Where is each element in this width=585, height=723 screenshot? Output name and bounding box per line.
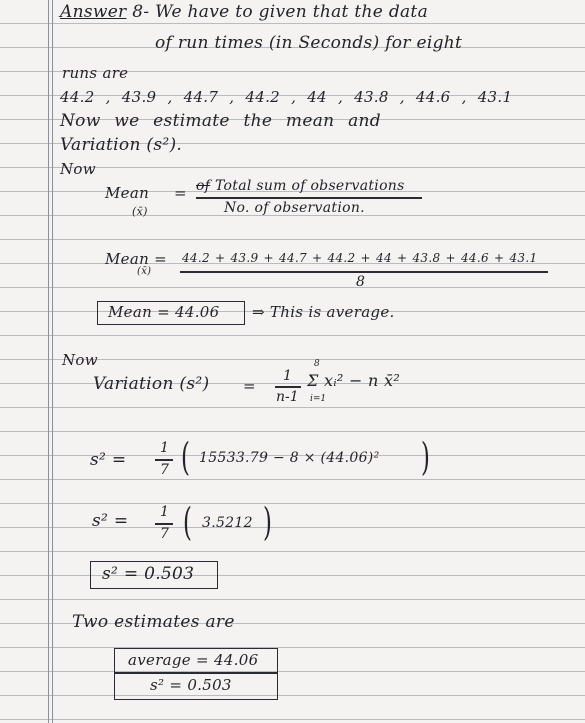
var-sum-top: 8 xyxy=(314,359,320,369)
left-paren: ( xyxy=(182,500,192,544)
now-label: Now xyxy=(60,160,96,178)
step1-den: 7 xyxy=(160,462,169,478)
var-formula-num: 1 xyxy=(283,368,292,384)
mean-note: ⇒ This is average. xyxy=(252,303,395,321)
margin-line xyxy=(48,0,49,723)
step2-num: 1 xyxy=(160,504,169,520)
mean-result: Mean = 44.06 xyxy=(108,303,220,321)
var-sum-bottom: i=1 xyxy=(310,394,327,404)
mean-calc-word: Mean xyxy=(105,250,150,268)
estimate-line: Now we estimate the mean and xyxy=(60,111,381,131)
mean-calc-numerator: 44.2 + 43.9 + 44.7 + 44.2 + 44 + 43.8 + 44.6 + 43.1 xyxy=(182,251,538,265)
var-formula-body: Σ xᵢ² − n x̄² xyxy=(307,371,401,390)
answer-colon: 8- xyxy=(132,2,150,22)
right-paren: ) xyxy=(420,435,430,479)
right-paren: ) xyxy=(262,500,272,544)
step1-num: 1 xyxy=(160,440,169,456)
margin-line xyxy=(52,0,53,723)
fraction-bar xyxy=(155,459,173,461)
s2-result: s² = 0.503 xyxy=(102,564,195,584)
mean-calc-symbol: (x̄) xyxy=(137,266,152,277)
variation-label: Variation (s²) xyxy=(93,374,210,394)
mean-equals: = xyxy=(174,184,187,202)
left-paren: ( xyxy=(180,435,190,479)
final-divider xyxy=(114,672,277,674)
step1-body: 15533.79 − 8 × (44.06)² xyxy=(199,450,380,466)
variation-line: Variation (s²). xyxy=(60,135,183,155)
intro-line-3: runs are xyxy=(62,64,129,82)
s2-label: s² = xyxy=(90,450,127,470)
fraction-bar xyxy=(155,523,173,525)
mean-numerator-text: Total sum of observations xyxy=(214,178,405,194)
s2-label-2: s² = xyxy=(92,511,129,531)
final-average: average = 44.06 xyxy=(128,651,259,669)
mean-calc-denominator: 8 xyxy=(356,274,366,290)
mean-label: Mean xyxy=(105,184,150,202)
mean-struck-word: of xyxy=(196,178,211,194)
mean-symbol: (x̄) xyxy=(132,205,148,218)
mean-calc-label: Mean = xyxy=(105,250,167,268)
mean-denominator: No. of observation. xyxy=(224,200,365,216)
variation-equals: = xyxy=(243,377,256,395)
intro-text-1: We have to given that the data xyxy=(155,2,428,22)
answer-label: Answer xyxy=(60,2,127,22)
final-s2: s² = 0.503 xyxy=(150,676,232,694)
var-formula-den: n-1 xyxy=(276,389,299,405)
now-label-2: Now xyxy=(62,351,98,369)
mean-numerator xyxy=(196,178,405,194)
step2-den: 7 xyxy=(160,526,169,542)
data-values: 44.2 , 43.9 , 44.7 , 44.2 , 44 , 43.8 , 44.6 , 43.1 xyxy=(60,88,513,106)
fraction-bar xyxy=(275,386,301,388)
intro-line-1 xyxy=(60,2,428,22)
fraction-bar xyxy=(180,271,548,273)
two-estimates-line: Two estimates are xyxy=(72,612,235,632)
intro-line-2: of run times (in Seconds) for eight xyxy=(155,33,463,53)
step2-body: 3.5212 xyxy=(202,515,253,531)
fraction-bar xyxy=(196,197,422,199)
